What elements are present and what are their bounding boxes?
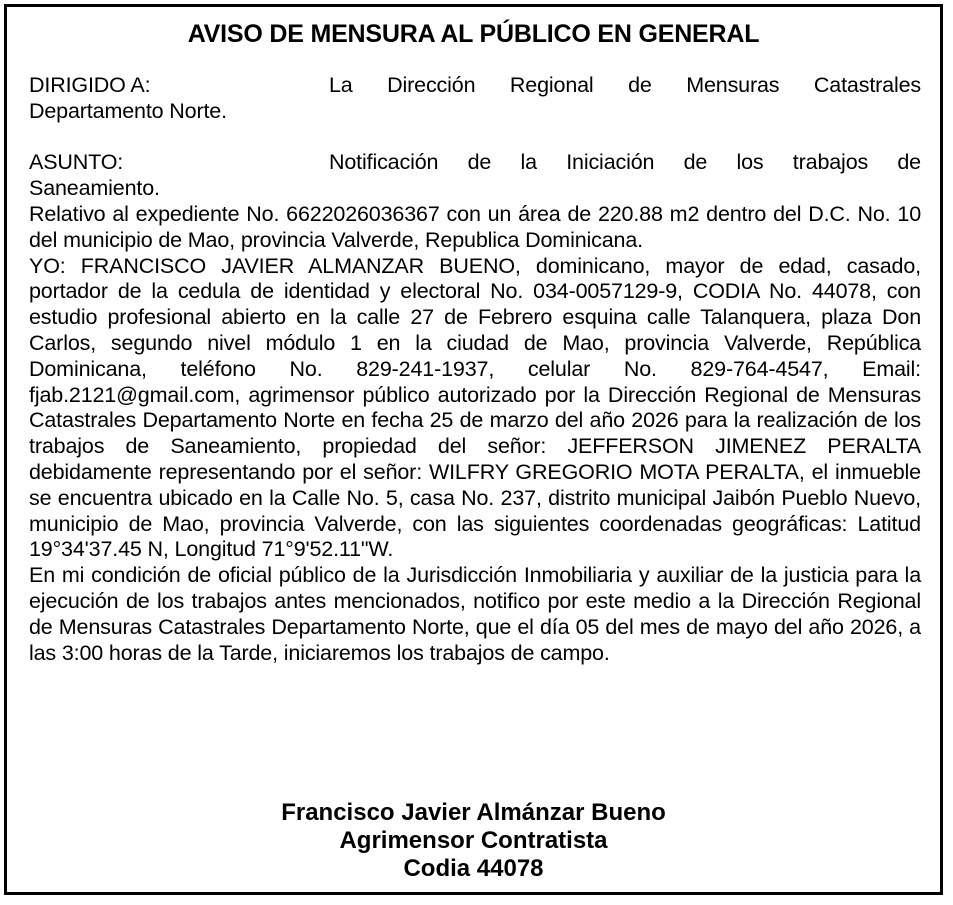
notice-body	[29, 73, 921, 666]
file-reference-paragraph: Relativo al expediente No. 6622026036367 con un área de 220.88 m2 dentro del D.C. No. 10 del municipio de Mao, provincia Valverde, Republica Dominicana.	[29, 201, 921, 252]
addressee-block	[29, 73, 921, 125]
signer-name: Francisco Javier Almánzar Bueno	[281, 799, 666, 826]
notice-document	[4, 4, 943, 895]
subject-label: ASUNTO:	[29, 150, 124, 175]
addressee-line	[29, 73, 921, 99]
signer-codia: Codia 44078	[403, 855, 544, 882]
addressee-value: La Dirección Regional de Mensuras Catastrales	[329, 73, 921, 97]
declaration-paragraph: YO: FRANCISCO JAVIER ALMANZAR BUENO, dominicano, mayor de edad, casado, portador de la cedula de identidad y electoral No. 034-0057129-9, CODIA No. 44078, con estudio profesional abierto en la calle 27 de Febrero esquina calle Talanquera, plaza Don Carlos, segundo nivel módulo 1 en la ciudad de Mao, provincia Valverde, República Dominicana, teléfono No. 829-241-1937, celular No. 829-764-4547, Email: fjab.2121@gmail.com, agrimensor público autorizado por la Dirección Regional de Mensuras Catastrales Departamento Norte en fecha 25 de marzo del año 2026 para la realización de los trabajos de Saneamiento, propiedad del señor: JEFFERSON JIMENEZ PERALTA debidamente representando por el señor: WILFRY GREGORIO MOTA PERALTA, el inmueble se encuentra ubicado en la Calle No. 5, casa No. 237, distrito municipal Jaibón Pueblo Nuevo, municipio de Mao, provincia Valverde, con las siguientes coordenadas geográficas: Latitud 19°34'37.45 N, Longitud 71°9'52.11"W.	[29, 253, 921, 562]
subject-block	[29, 150, 921, 202]
addressee-value-continued: Departamento Norte.	[29, 98, 227, 123]
notice-title: AVISO DE MENSURA AL PÚBLICO EN GENERAL	[187, 20, 760, 48]
subject-value: Notificación de la Iniciación de los trabajos de	[329, 150, 921, 175]
addressee-label: DIRIGIDO A:	[29, 73, 151, 97]
subject-line	[29, 150, 921, 176]
signer-role: Agrimensor Contratista	[339, 827, 608, 854]
notification-paragraph: En mi condición de oficial público de la Jurisdicción Inmobiliaria y auxiliar de la justicia para la ejecución de los trabajos antes mencionados, notifico por este medio a la Dirección Regional de Mensuras Catastrales Departamento Norte, que el día 05 del mes de mayo del año 2026, a las 3:00 horas de la Tarde, iniciaremos los trabajos de campo.	[29, 563, 921, 665]
signature-block	[7, 799, 940, 883]
subject-value-continued: Saneamiento.	[29, 176, 160, 201]
